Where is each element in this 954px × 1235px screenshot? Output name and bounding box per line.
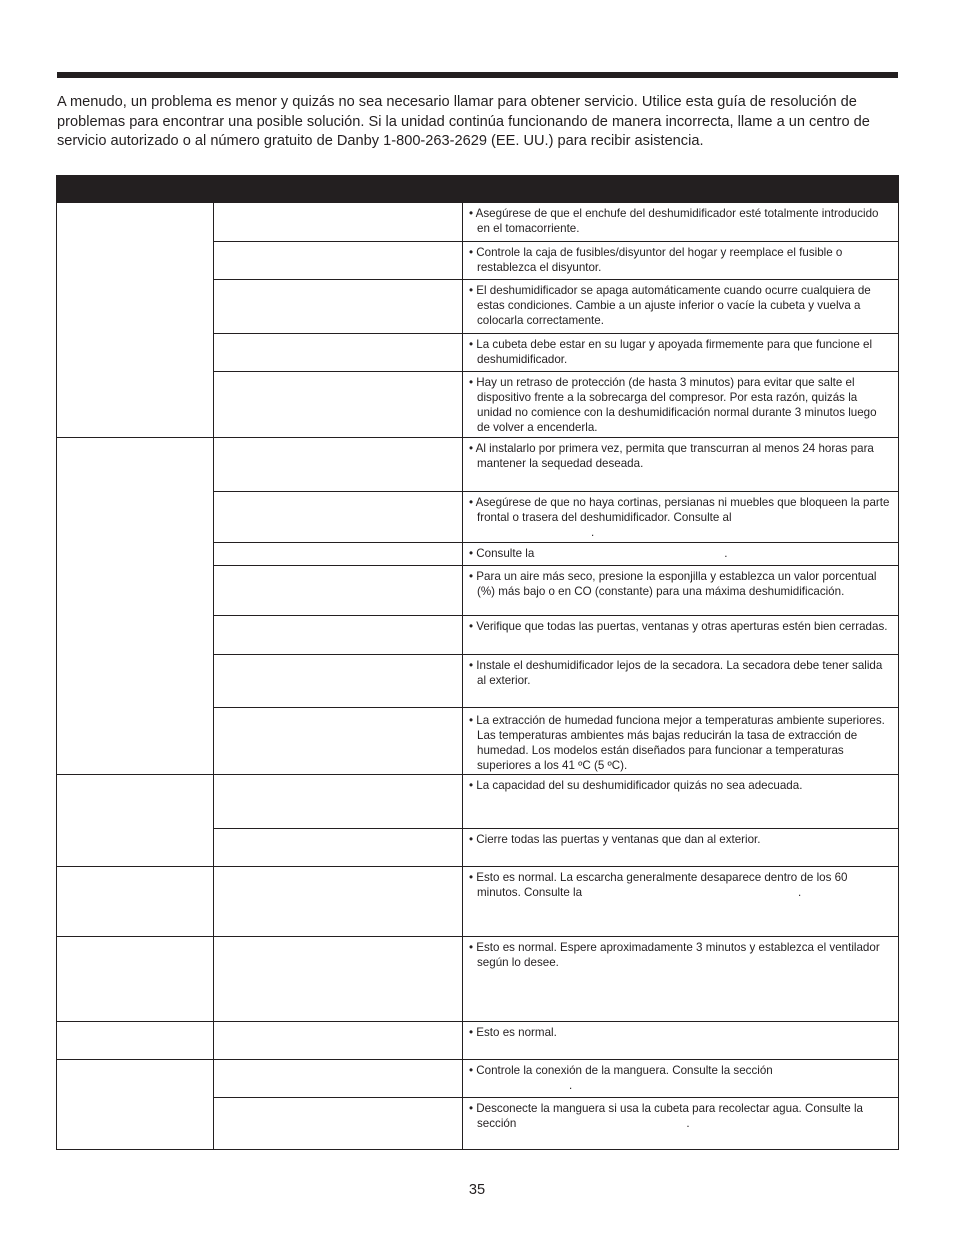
cause-cell xyxy=(214,1060,463,1098)
cause-cell xyxy=(214,829,463,867)
solution-cell: • Controle la conexión de la manguera. Consulte la sección . xyxy=(463,1060,899,1098)
cause-cell xyxy=(214,616,463,655)
solution-cell: • Esto es normal. xyxy=(463,1022,899,1060)
problem-cell xyxy=(57,203,214,438)
solution-cell: • Consulte la . xyxy=(463,543,899,566)
header-solution xyxy=(463,176,899,203)
cause-cell xyxy=(214,937,463,1022)
table-row xyxy=(57,1060,899,1098)
cause-cell xyxy=(214,1022,463,1060)
problem-cell xyxy=(57,937,214,1022)
troubleshooting-table xyxy=(56,175,899,1150)
header-cause xyxy=(214,176,463,203)
solution-cell: • La capacidad del su deshumidificador quizás no sea adecuada. xyxy=(463,775,899,829)
solution-cell: • Esto es normal. Espere aproximadamente 3 minutos y establezca el ventilador según lo desee. xyxy=(463,937,899,1022)
problem-cell xyxy=(57,1060,214,1150)
cause-cell xyxy=(214,543,463,566)
cause-cell xyxy=(214,655,463,708)
intro-paragraph: A menudo, un problema es menor y quizás no sea necesario llamar para obtener servicio. Utilice esta guía de resolución de problemas para encontrar una posible solución. Si la unidad continúa funcionando de manera incorrecta, llame a un centro de servicio autorizado o al número gratuito de Danby 1-800-263-2629 (EE. UU.) para recibir asistencia. xyxy=(57,94,870,149)
page-number: 35 xyxy=(468,1182,486,1198)
table-row xyxy=(57,775,899,829)
cause-cell xyxy=(214,203,463,242)
table-row xyxy=(57,937,899,1022)
cause-cell xyxy=(214,280,463,334)
solution-cell: • Instale el deshumidificador lejos de la secadora. La secadora debe tener salida al exterior. xyxy=(463,655,899,708)
cause-cell xyxy=(214,708,463,775)
problem-cell xyxy=(57,867,214,937)
solution-cell: • Para un aire más seco, presione la esponjilla y establezca un valor porcentual (%) más bajo o en CO (constante) para una máxima deshumidificación. xyxy=(463,566,899,616)
cause-cell xyxy=(214,438,463,492)
problem-cell xyxy=(57,438,214,775)
table-header-row xyxy=(57,176,899,203)
solution-cell: • Verifique que todas las puertas, ventanas y otras aperturas estén bien cerradas. xyxy=(463,616,899,655)
top-rule xyxy=(57,72,898,78)
table-row xyxy=(57,438,899,492)
cause-cell xyxy=(214,867,463,937)
table-row xyxy=(57,1022,899,1060)
solution-cell: • Asegúrese de que no haya cortinas, persianas ni muebles que bloqueen la parte frontal o trasera del deshumidificador. Consulte al . xyxy=(463,492,899,543)
cause-cell xyxy=(214,775,463,829)
solution-cell: • Al instalarlo por primera vez, permita que transcurran al menos 24 horas para mantener la sequedad deseada. xyxy=(463,438,899,492)
problem-cell xyxy=(57,775,214,867)
solution-cell: • Esto es normal. La escarcha generalmente desaparece dentro de los 60 minutos. Consulte la . xyxy=(463,867,899,937)
solution-cell: • Hay un retraso de protección (de hasta 3 minutos) para evitar que salte el dispositivo frente a la sobrecarga del compresor. Por esta razón, quizás la unidad no comience con la deshumidificación normal durante 3 minutos luego de volver a encenderla. xyxy=(463,372,899,438)
solution-cell: • Desconecte la manguera si usa la cubeta para recolectar agua. Consulte la sección . xyxy=(463,1098,899,1150)
solution-cell: • Controle la caja de fusibles/disyuntor del hogar y reemplace el fusible o restablezca el disyuntor. xyxy=(463,242,899,280)
header-problem xyxy=(57,176,214,203)
cause-cell xyxy=(214,566,463,616)
cause-cell xyxy=(214,334,463,372)
solution-cell: • Cierre todas las puertas y ventanas que dan al exterior. xyxy=(463,829,899,867)
cause-cell xyxy=(214,372,463,438)
solution-cell: • La cubeta debe estar en su lugar y apoyada firmemente para que funcione el deshumidificador. xyxy=(463,334,899,372)
cause-cell xyxy=(214,242,463,280)
problem-cell xyxy=(57,1022,214,1060)
table-row xyxy=(57,867,899,937)
table-row xyxy=(57,203,899,242)
solution-cell: • Asegúrese de que el enchufe del deshumidificador esté totalmente introducido en el tomacorriente. xyxy=(463,203,899,242)
solution-cell: • El deshumidificador se apaga automáticamente cuando ocurre cualquiera de estas condiciones. Cambie a un ajuste inferior o vacíe la cubeta y vuelva a colocarla correctamente. xyxy=(463,280,899,334)
cause-cell xyxy=(214,1098,463,1150)
cause-cell xyxy=(214,492,463,543)
solution-cell: • La extracción de humedad funciona mejor a temperaturas ambiente superiores. Las temperaturas ambientes más bajas reducirán la tasa de extracción de humedad. Los modelos están diseñados para funcionar a temperaturas superiores a los 41 ºC (5 ºC). xyxy=(463,708,899,775)
